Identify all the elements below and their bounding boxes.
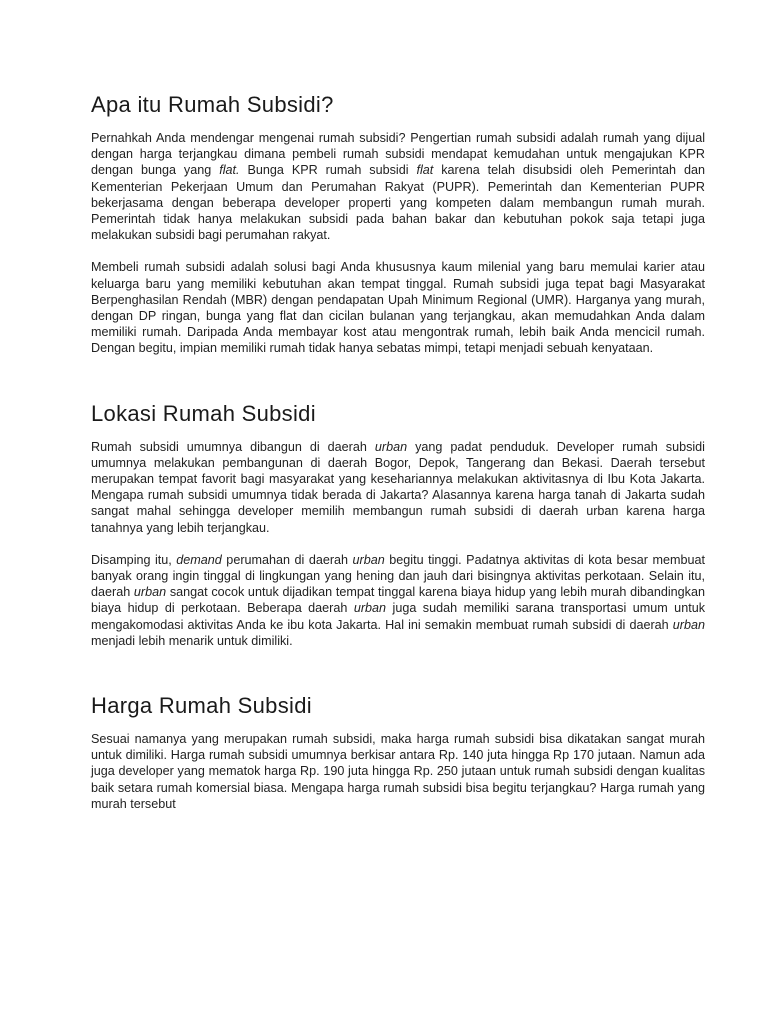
paragraph: Sesuai namanya yang merupakan rumah subsidi, maka harga rumah subsidi bisa dikatakan sangat murah untuk dimiliki. Harga rumah subsidi umumnya berkisar antara Rp. 140 juta hingga Rp 170 jutaan. Namun ada juga developer yang mematok harga Rp. 190 juta hingga Rp. 250 jutaan untuk rumah subsidi dengan kualitas baik setara rumah komersial biasa. Mengapa harga rumah subsidi bisa begitu terjangkau? Harga rumah yang murah tersebut: [91, 732, 705, 811]
section-lokasi-rumah-subsidi: [91, 397, 705, 649]
paragraph: Disamping itu, demand perumahan di daerah urban begitu tinggi. Padatnya aktivitas di kota besar membuat banyak orang ingin tinggal di lingkungan yang hening dan jauh dari bisingnya aktivitas perkotaan. Selain itu, daerah urban sangat cocok untuk dijadikan tempat tinggal karena biaya hidup yang lebih murah dibandingkan biaya hidup di perkotaan. Beberapa daerah urban juga sudah memiliki sarana transportasi umum untuk mengakomodasi aktivitas Anda ke ibu kota Jakarta. Hal ini semakin membuat rumah subsidi di daerah urban menjadi lebih menarik untuk dimiliki.: [91, 552, 705, 648]
section-heading: Apa itu Rumah Subsidi?: [91, 92, 334, 117]
italic-term: urban: [133, 585, 167, 600]
italic-term: urban: [672, 617, 705, 632]
italic-term: flat.: [219, 163, 240, 178]
italic-term: demand: [176, 552, 222, 567]
section-apa-itu-rumah-subsidi: [91, 88, 705, 357]
paragraph: Pernahkah Anda mendengar mengenai rumah subsidi? Pengertian rumah subsidi adalah rumah yang dijual dengan harga terjangkau dimana pembeli rumah subsidi mendapat kemudahan untuk mengajukan KPR dengan bunga yang flat. Bunga KPR rumah subsidi flat karena telah disubsidi oleh Pemerintah dan Kementerian Pekerjaan Umum dan Perumahan Rakyat (PUPR). Pemerintah dan Kementerian PUPR bekerjasama dengan beberapa developer properti yang kompeten dalam membangun rumah murah. Pemerintah tidak hanya melakukan subsidi pada bahan bakar dan kebutuhan pokok saja tetapi juga melakukan subsidi bagi perumahan rakyat.: [91, 131, 705, 243]
section-heading: Lokasi Rumah Subsidi: [91, 400, 316, 426]
paragraph: Membeli rumah subsidi adalah solusi bagi Anda khususnya kaum milenial yang baru memulai karier atau keluarga baru yang memiliki kebutuhan akan tempat tinggal. Rumah subsidi juga tepat bagi Masyarakat Berpenghasilan Rendah (MBR) dengan pendapatan Upah Minimum Regional (UMR). Harganya yang murah, dengan DP ringan, bunga yang flat dan cicilan bulanan yang terjangkau, akan memudahkan Anda dalam memiliki rumah. Daripada Anda membayar kost atau mengontrak rumah, lebih baik Anda mencicil rumah. Dengan begitu, impian memiliki rumah tidak hanya sebatas mimpi, tetapi menjadi sebuah kenyataan.: [91, 260, 705, 356]
italic-term: urban: [374, 439, 408, 454]
paragraph: Rumah subsidi umumnya dibangun di daerah urban yang padat penduduk. Developer rumah subsidi umumnya melakukan pembangunan di daerah Bogor, Depok, Tangerang dan Bekasi. Daerah tersebut merupakan tempat favorit bagi masyarakat yang kesehariannya melakukan aktivitasnya di Ibu Kota Jakarta. Mengapa rumah subsidi umumnya tidak berada di Jakarta? Alasannya karena harga tanah di Jakarta sudah sangat mahal sehingga developer memilih membangun rumah subsidi di daerah urban karena harga tanahnya yang lebih terjangkau.: [91, 439, 705, 535]
italic-term: flat: [416, 163, 434, 178]
italic-term: urban: [353, 601, 387, 616]
italic-term: urban: [352, 552, 385, 567]
section-harga-rumah-subsidi: [91, 689, 705, 812]
section-heading: Harga Rumah Subsidi: [91, 693, 312, 719]
document-page: [91, 88, 705, 812]
